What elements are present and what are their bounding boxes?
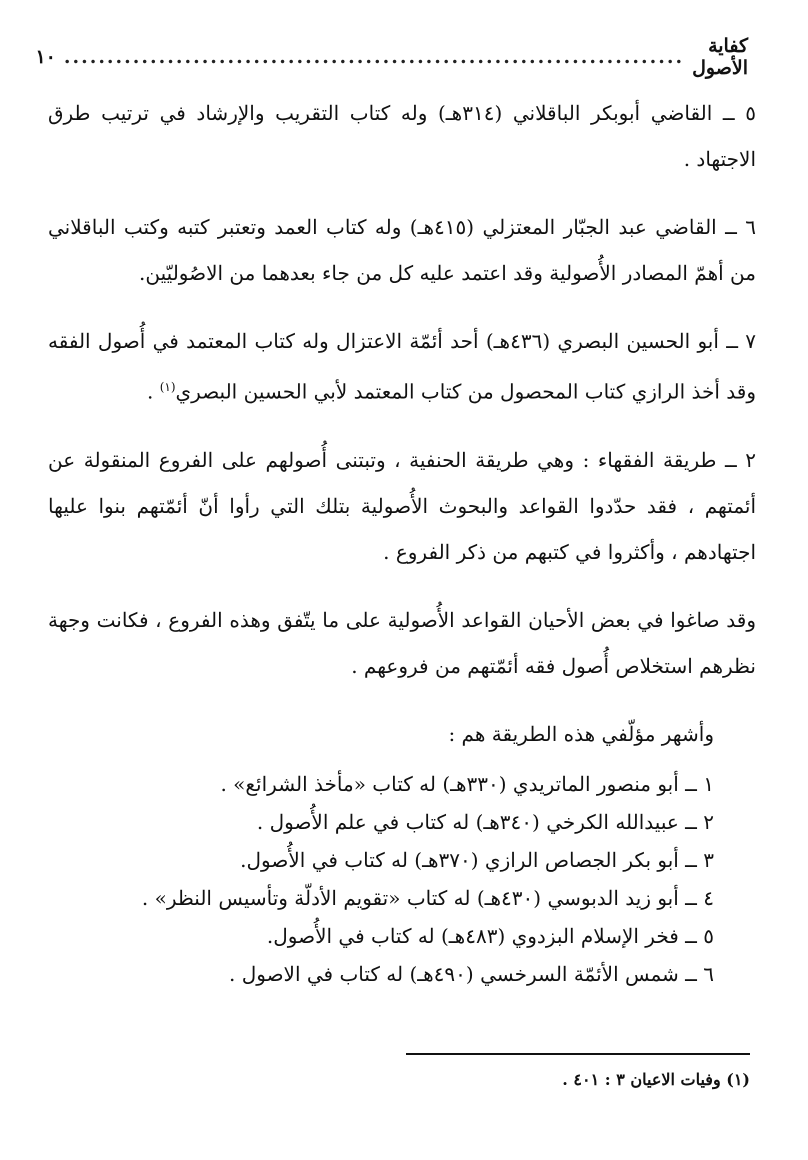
footnote: (١) وفيات الاعيان ٣ : ٤٠١ . bbox=[562, 1070, 750, 1089]
paragraph-abu-al-husayn-text: ٧ ــ أبو الحسين البصري (٤٣٦هـ) أحد أئمّة الاعتزال وله كتاب المعتمد في أُصول الفقه وقد أخذ الرازي كتاب المحصول من كتاب المعتمد لأبي الحسين bbox=[48, 329, 756, 404]
paragraph-abu-al-husayn bbox=[48, 318, 756, 415]
list-item: ٦ ــ شمس الأئمّة السرخسي (٤٩٠هـ) له كتاب في الاصول . bbox=[228, 961, 714, 986]
paragraph-abu-al-husayn-tail: . bbox=[146, 379, 160, 404]
paragraph-abu-al-husayn-end: البصري bbox=[175, 379, 238, 404]
running-header bbox=[35, 35, 748, 79]
book-title: كفاية الأصول bbox=[692, 35, 748, 79]
page-body bbox=[48, 90, 756, 993]
paragraph-rules-formulation: وقد صاغوا في بعض الأحيان القواعد الأُصولية على ما يتّفق وهذه الفروع ، فكانت وجهة نظرهم استخلاص أُصول فقه أئمّتهم من فروعهم . bbox=[48, 607, 756, 678]
list-item: ١ ــ أبو منصور الماتريدي (٣٣٠هـ) له كتاب «مأخذ الشرائع» . bbox=[220, 771, 714, 796]
list-item: ٤ ــ أبو زيد الدبوسي (٤٣٠هـ) له كتاب «تقويم الأدلّة وتأسيس النظر» . bbox=[141, 885, 714, 910]
list-item: ٥ ــ فخر الإسلام البزدوي (٤٨٣هـ) له كتاب في الأُصول. bbox=[266, 923, 714, 948]
paragraph-baqillani: ٥ ــ القاضي أبوبكر الباقلاني (٣١٤هـ) وله كتاب التقريب والإرشاد في ترتيب طرق الاجتهاد . bbox=[48, 101, 756, 171]
leader-dots: ........................................................................ bbox=[63, 46, 685, 68]
paragraph-fuqaha-method: ٢ ــ طريقة الفقهاء : وهي طريقة الحنفية ، وتبتنى أُصولهم على الفروع المنقولة عن أئمتهم ، فقد حدّدوا القواعد والبحوث الأُصولية بتلك التي رأوا أنّ أئمّتهم بنوا عليها اجتهادهم ، وأكثروا في كتبهم من ذكر الفروع . bbox=[48, 447, 757, 564]
page-number: ١٠ bbox=[35, 46, 56, 68]
footnote-marker: (١) bbox=[159, 380, 176, 394]
paragraph-abd-al-jabbar: ٦ ــ القاضي عبد الجبّار المعتزلي (٤١٥هـ) وله كتاب العمد وتعتبر كتبه وكتب الباقلاني من أهمّ المصادر الأُصولية وقد اعتمد عليه كل من جاء بعدهما من الاصُوليّين. bbox=[48, 215, 756, 285]
list-item: ٢ ــ عبيدالله الكرخي (٣٤٠هـ) له كتاب في علم الأُصول . bbox=[256, 809, 714, 834]
authors-subheading: وأشهر مؤلّفي هذه الطريقة هم : bbox=[448, 721, 714, 746]
authors-list bbox=[48, 765, 756, 993]
footnote-divider bbox=[406, 1053, 750, 1055]
list-item: ٣ ــ أبو بكر الجصاص الرازي (٣٧٠هـ) له كتاب في الأُصول. bbox=[240, 847, 714, 872]
